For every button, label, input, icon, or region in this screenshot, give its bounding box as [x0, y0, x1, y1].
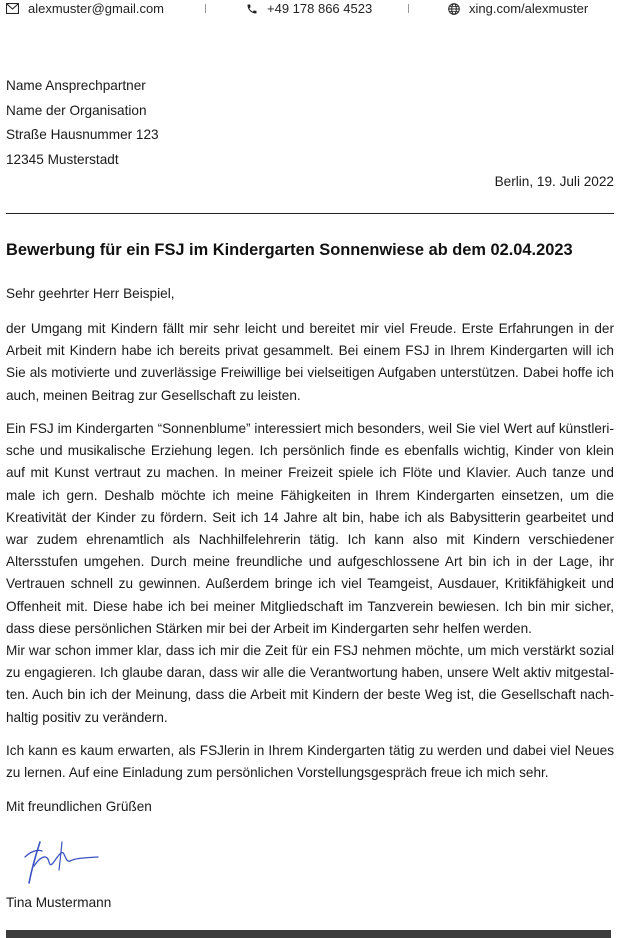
- recipient-organisation: Name der Organisation: [6, 102, 147, 118]
- contact-bar: [0, 0, 618, 20]
- signer-name: Tina Mustermann: [6, 895, 112, 910]
- contact-divider: [205, 4, 206, 13]
- phone-icon: [246, 3, 258, 15]
- phone-text[interactable]: +49 178 866 4523: [267, 1, 373, 16]
- recipient-street: Straße Hausnummer 123: [6, 127, 159, 143]
- divider-line: [6, 213, 614, 214]
- closing: Mit freundlichen Grüßen: [6, 799, 152, 814]
- body-paragraph-1: der Umgang mit Kindern fällt mir sehr leicht und bereitet mir viel Freude. Erste Erfahrungen in der Arbeit mit Kindern habe ich bereits privat gesammelt. Bei einem FSJ in Ihrem Kindergarten will ich Sie als motivierte und zuverlässige Freiwillige bei vielseitigen Aufgaben unterstützen. Dabei hoffe ich auch, meinen Beitrag zur Gesellschaft zu leisten.: [6, 321, 614, 403]
- letter-date: Berlin, 19. Juli 2022: [494, 174, 614, 189]
- letter-subject: Bewerbung für ein FSJ im Kindergarten Sonnenwiese ab dem 02.04.2023: [6, 241, 573, 259]
- signature: [18, 836, 104, 892]
- contact-phone[interactable]: [246, 1, 372, 16]
- body-paragraph-2: Ein FSJ im Kindergarten “Sonnenblume” interessiert mich besonders, weil Sie viel Wert auf künstlerische und musikalische Erziehung legen. Ich persönlich finde es ebenfalls wichtig, Kinder von klein auf mit Kunst vertraut zu machen. In meiner Freizeit spiele ich Flöte und Klavier. Auch tanze und male ich gern. Deshalb möchte ich meine Fähigkeiten in Ihrem Kindergarten einsetzen, um die Kreativität der Kinder zu fördern. Seit ich 14 Jahre alt bin, habe ich als Babysitterin gearbeitet und war zudem ehrenamtlich als Nachhilfelehrerin tätig. Ich kann also mit Kindern verschiedener Altersstufen umgehen. Durch meine freundliche und aufgeschlossene Art bin ich in der Lage, ihr Vertrauen schnell zu gewinnen. Außerdem bringe ich viel Teamgeist, Ausdauer, Kritikfähigkeit und Offenheit mit. Diese habe ich bei meiner Mitgliedschaft im Tanzverein bewiesen. Ich bin mir sicher, dass diese persönlichen Stärken mir bei der Arbeit im Kindergarten sehr helfen werden.: [6, 421, 614, 636]
- salutation: Sehr geehrter Herr Beispiel,: [6, 286, 175, 301]
- contact-email[interactable]: [6, 1, 164, 16]
- recipient-address: [6, 74, 614, 172]
- body-paragraph-4: Ich kann es kaum erwarten, als FSJlerin in Ihrem Kindergarten tätig zu werden und dabei viel Neues zu lernen. Auf eine Einladung zum persönlichen Vorstellungsgespräch freue ich mich sehr.: [6, 743, 614, 781]
- recipient-name: Name Ansprechpartner: [6, 78, 146, 93]
- email-icon: [6, 3, 19, 14]
- body-paragraph-3: Mir war schon immer klar, dass ich mir die Zeit für ein FSJ nehmen möchte, um mich verstärkt sozial zu engagieren. Ich glaube daran, dass wir alle die Verantwortung haben, unsere Welt aktiv mitgestalten. Auch bin ich der Meinung, dass die Arbeit mit Kindern der beste Weg ist, die Gesellschaft nachhaltig positiv zu verändern.: [6, 643, 614, 725]
- recipient-city: 12345 Musterstadt: [6, 151, 119, 167]
- globe-icon: [448, 3, 460, 15]
- contact-xing[interactable]: [448, 1, 588, 16]
- xing-text[interactable]: xing.com/alexmuster: [469, 1, 589, 16]
- contact-divider: [408, 4, 409, 13]
- email-text[interactable]: alexmuster@gmail.com: [28, 1, 165, 16]
- footer-bar: [6, 930, 611, 938]
